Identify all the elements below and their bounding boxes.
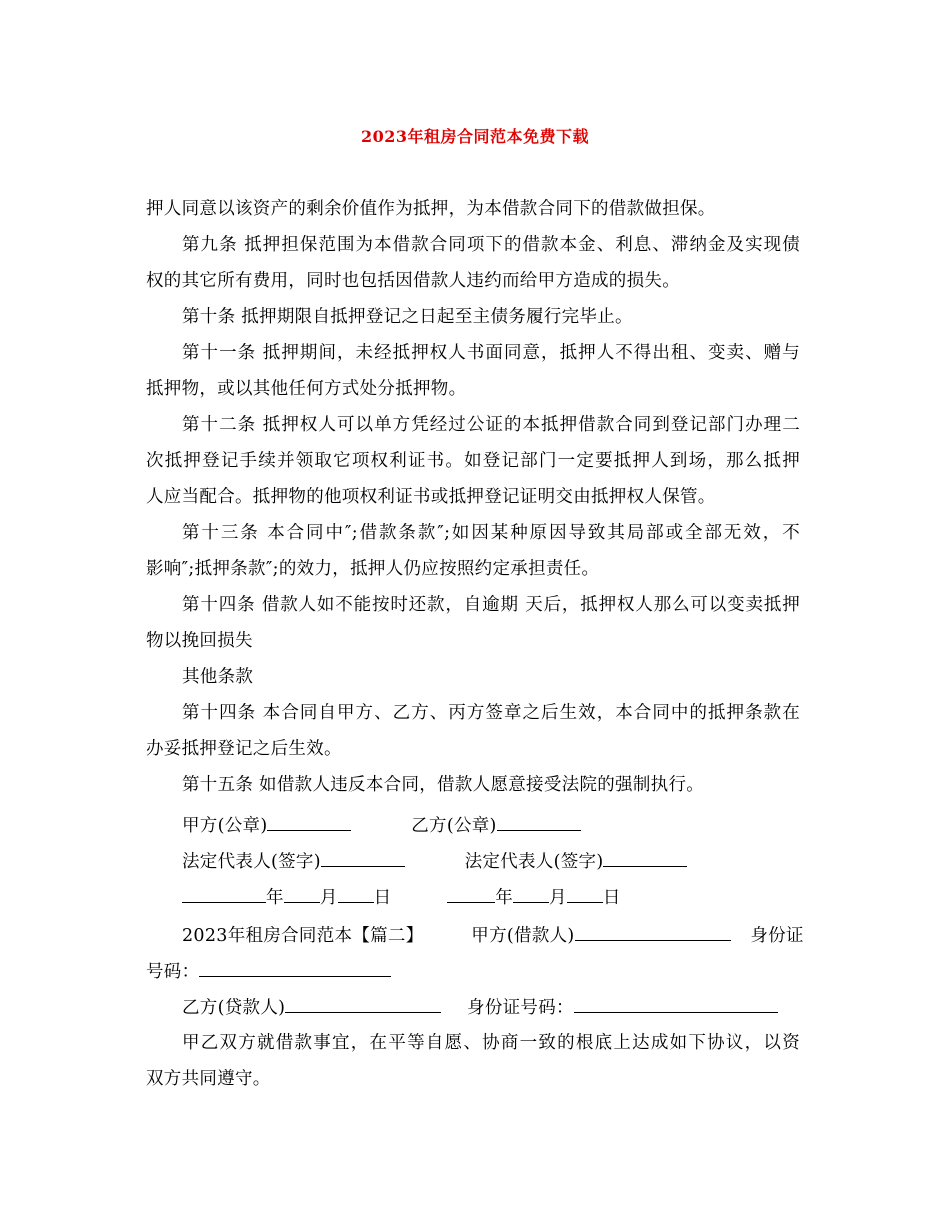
year-blank-a[interactable] — [182, 886, 266, 903]
paragraph-line: 次抵押登记手续并领取它项权利证书。如登记部门一定要抵押人到场，那么抵押 — [146, 451, 800, 471]
paragraph-line: 影响″;抵押条款″;的效力，抵押人仍应按照约定承担责任。 — [146, 559, 600, 579]
rep-b-label: 法定代表人(签字) — [464, 852, 604, 872]
paragraph-line: 第十四条 借款人如不能按时还款，自逾期 天后，抵押权人那么可以变卖抵押 — [182, 595, 800, 615]
month-label: 月 — [319, 888, 338, 908]
paragraph-line: 第十三条 本合同中″;借款条款″;如因某种原因导致其局部或全部无效，不 — [182, 523, 800, 543]
paragraph-line: 物以挽回损失 — [146, 631, 253, 651]
day-label: 日 — [602, 888, 621, 908]
paragraph-line: 办妥抵押登记之后生效。 — [146, 739, 342, 759]
lender-blank[interactable] — [285, 996, 441, 1013]
borrower-id-blank[interactable] — [199, 960, 391, 977]
signature-seal-row — [182, 814, 581, 837]
rep-a-blank[interactable] — [321, 850, 405, 867]
paragraph-line: 押人同意以该资产的剩余价值作为抵押，为本借款合同下的借款做担保。 — [146, 199, 716, 219]
party-a-seal-label: 甲方(公章) — [182, 816, 268, 836]
lender-id-label: 身份证号码： — [467, 998, 574, 1018]
party-b-seal-blank[interactable] — [497, 814, 581, 831]
borrower-blank[interactable] — [575, 924, 731, 941]
paragraph-line: 抵押物，或以其他任何方式处分抵押物。 — [146, 379, 467, 399]
date-row — [182, 886, 621, 909]
month-blank-a[interactable] — [284, 886, 320, 903]
year-label: 年 — [495, 888, 513, 908]
borrower-label: 甲方(借款人) — [471, 926, 575, 946]
paragraph-line: 第十五条 如借款人违反本合同，借款人愿意接受法院的强制执行。 — [182, 775, 705, 795]
paragraph-line: 甲乙双方就借款事宜，在平等自愿、协商一致的根底上达成如下协议，以资 — [182, 1033, 800, 1053]
rep-b-blank[interactable] — [603, 850, 687, 867]
paragraph-line: 第九条 抵押担保范围为本借款合同项下的借款本金、利息、滞纳金及实现债 — [182, 235, 800, 255]
part2-heading: 2023年租房合同范本【篇二】 — [182, 926, 424, 946]
day-blank-b[interactable] — [567, 886, 603, 903]
signature-rep-row — [182, 850, 687, 873]
paragraph-line: 第十条 抵押期限自抵押登记之日起至主债务履行完毕止。 — [182, 307, 633, 327]
document-title: 2023年租房合同范本免费下载 — [360, 127, 590, 146]
paragraph-line: 第十二条 抵押权人可以单方凭经过公证的本抵押借款合同到登记部门办理二 — [182, 415, 800, 435]
lender-row — [182, 996, 778, 1019]
paragraph-line: 双方共同遵守。 — [146, 1069, 271, 1089]
id-number-label: 号码： — [146, 962, 200, 982]
lender-label: 乙方(贷款人) — [182, 998, 286, 1018]
year-blank-b[interactable] — [447, 886, 495, 903]
year-label: 年 — [266, 888, 284, 908]
paragraph-line: 第十四条 本合同自甲方、乙方、丙方签章之后生效，本合同中的抵押条款在 — [182, 703, 800, 723]
month-label: 月 — [549, 888, 567, 908]
id-number-row — [146, 960, 391, 983]
day-blank-a[interactable] — [338, 886, 374, 903]
part2-header-row — [182, 924, 804, 947]
id-label: 身份证 — [750, 926, 804, 946]
paragraph-line: 第十一条 抵押期间，未经抵押权人书面同意，抵押人不得出租、变卖、赠与 — [182, 343, 800, 363]
month-blank-b[interactable] — [513, 886, 549, 903]
paragraph-line: 人应当配合。抵押物的他项权利证书或抵押登记证明交由抵押权人保管。 — [146, 487, 716, 507]
rep-a-label: 法定代表人(签字) — [182, 852, 321, 872]
section-heading: 其他条款 — [182, 667, 254, 687]
lender-id-blank[interactable] — [574, 996, 778, 1013]
day-label: 日 — [373, 888, 392, 908]
paragraph-line: 权的其它所有费用，同时也包括因借款人违约而给甲方造成的损失。 — [146, 271, 680, 291]
party-b-seal-label: 乙方(公章) — [411, 816, 497, 836]
party-a-seal-blank[interactable] — [267, 814, 351, 831]
